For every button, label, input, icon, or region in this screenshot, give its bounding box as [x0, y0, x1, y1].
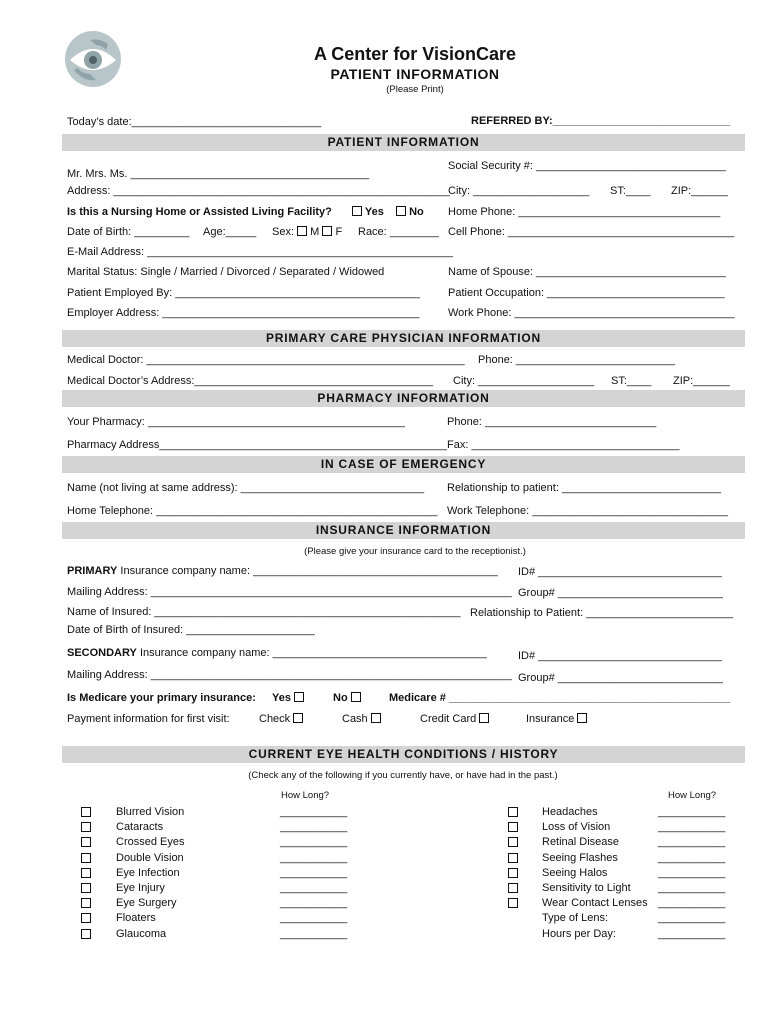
cell-phone-field[interactable]: Cell Phone: _____________________________________ — [448, 226, 735, 238]
emergency-name-field[interactable]: Name (not living at same address): ______________________________ — [67, 482, 425, 494]
condition-checkbox[interactable] — [81, 868, 91, 881]
todays-date-field[interactable]: Today’s date:_______________________________ — [67, 116, 322, 128]
condition-checkbox[interactable] — [81, 898, 91, 911]
condition-label: Seeing Flashes — [542, 851, 618, 864]
checkbox-icon[interactable] — [294, 692, 304, 702]
section-pharmacy-information: PHARMACY INFORMATION — [62, 390, 745, 407]
condition-checkbox[interactable] — [81, 929, 91, 942]
emergency-home-phone-field[interactable]: Home Telephone: ______________________________________________ — [67, 505, 438, 517]
how-long-field[interactable]: ___________ — [280, 927, 348, 940]
condition-label: Headaches — [542, 806, 598, 818]
yes-label: Yes — [272, 692, 291, 704]
checkbox-icon[interactable] — [81, 898, 91, 908]
pharmacy-address-field[interactable]: Pharmacy Address_______________________________________________ — [67, 439, 447, 451]
condition-label: Floaters — [116, 912, 156, 925]
insurance-note: (Please give your insurance card to the receptionist.) — [304, 546, 526, 557]
how-long-right-header: How Long? — [668, 790, 717, 801]
home-phone-field[interactable]: Home Phone: _________________________________ — [448, 206, 721, 218]
pay-insurance-option[interactable] — [526, 713, 587, 726]
credit-card-label: Credit Card — [420, 713, 477, 725]
condition-label: Seeing Halos — [542, 866, 608, 879]
condition-checkbox[interactable] — [508, 898, 518, 911]
dob-field[interactable]: Date of Birth: _________ — [67, 226, 190, 238]
insured-relationship-field[interactable]: Relationship to Patient: ________________________ — [470, 607, 734, 619]
checkbox-icon[interactable] — [508, 853, 518, 863]
checkbox-icon[interactable] — [81, 837, 91, 847]
condition-label: Hours per Day: — [542, 927, 616, 940]
pharmacy-fax-field[interactable]: Fax: __________________________________ — [447, 439, 680, 451]
checkbox-icon[interactable] — [297, 226, 307, 236]
doctor-state-field[interactable]: ST:____ — [611, 375, 652, 387]
checkbox-icon[interactable] — [508, 883, 518, 893]
condition-label: Double Vision — [116, 851, 184, 864]
how-long-left-header: How Long? — [281, 790, 330, 801]
checkbox-icon[interactable] — [479, 713, 489, 723]
section-patient-information: PATIENT INFORMATION — [62, 134, 745, 151]
medicare-no-option[interactable] — [333, 692, 361, 705]
state-field[interactable]: ST:____ — [610, 185, 651, 197]
checkbox-icon[interactable] — [81, 807, 91, 817]
employed-by-field[interactable]: Patient Employed By: ________________________________________ — [67, 287, 420, 299]
mailing-address-2-field[interactable]: Mailing Address: ___________________________________________________________ — [67, 669, 512, 681]
condition-label: Blurred Vision — [116, 806, 185, 818]
secondary-id-field[interactable]: ID# ______________________________ — [518, 650, 722, 662]
checkbox-icon[interactable] — [81, 853, 91, 863]
emergency-relationship-field[interactable]: Relationship to patient: __________________________ — [447, 482, 722, 494]
checkbox-icon[interactable] — [508, 807, 518, 817]
marital-status-field[interactable]: Marital Status: Single / Married / Divorced / Separated / Widowed — [67, 266, 385, 278]
email-field[interactable]: E-Mail Address: __________________________________________________ — [67, 246, 453, 258]
mailing-address-field[interactable]: Mailing Address: ___________________________________________________________ — [67, 586, 512, 598]
condition-checkbox[interactable] — [81, 822, 91, 835]
how-long-field[interactable]: ___________ — [280, 836, 348, 849]
checkbox-icon[interactable] — [352, 206, 362, 216]
secondary-insurance-field[interactable] — [67, 647, 487, 660]
referred-by-field[interactable]: REFERRED BY:_____________________________ — [471, 115, 731, 127]
insurance-label: Insurance — [526, 713, 575, 725]
checkbox-icon[interactable] — [81, 929, 91, 939]
checkbox-icon[interactable] — [577, 713, 587, 723]
secondary-company-label: Insurance company name: ___________________________________ — [139, 647, 487, 659]
checkbox-icon[interactable] — [81, 822, 91, 832]
address-field[interactable]: Address: _______________________________________________________ — [67, 185, 450, 197]
checkbox-icon[interactable] — [371, 713, 381, 723]
doctor-address-field[interactable]: Medical Doctor’s Address:_______________________________________ — [67, 375, 433, 387]
checkbox-icon[interactable] — [508, 822, 518, 832]
condition-checkbox[interactable] — [508, 853, 518, 866]
insured-name-field[interactable]: Name of Insured: __________________________________________________ — [67, 606, 461, 618]
sex-m-label: M — [310, 226, 320, 238]
eye-note: (Check any of the following if you currently have, or have had in the past.) — [248, 770, 558, 781]
no-label: No — [333, 692, 348, 704]
checkbox-icon[interactable] — [293, 713, 303, 723]
checkbox-icon[interactable] — [508, 868, 518, 878]
condition-label: Sensitivity to Light — [542, 882, 631, 894]
clinic-title: A Center for VisionCare — [313, 44, 517, 64]
medicare-yes-option[interactable] — [272, 692, 304, 705]
checkbox-icon[interactable] — [351, 692, 361, 702]
sex-field[interactable] — [272, 226, 342, 239]
medicare-question: Is Medicare your primary insurance: — [67, 692, 256, 704]
condition-label: Eye Injury — [116, 882, 165, 894]
section-physician-information: PRIMARY CARE PHYSICIAN INFORMATION — [62, 330, 745, 347]
how-long-field[interactable]: ___________ — [658, 806, 726, 818]
primary-insurance-field[interactable] — [67, 565, 498, 578]
condition-label: Eye Surgery — [116, 897, 177, 910]
emergency-work-phone-field[interactable]: Work Telephone: ________________________________ — [447, 505, 728, 517]
condition-checkbox[interactable] — [508, 807, 518, 820]
checkbox-icon[interactable] — [81, 868, 91, 878]
nursing-home-question: Is this a Nursing Home or Assisted Living Facility? — [67, 206, 332, 218]
pay-cash-option[interactable] — [342, 713, 381, 726]
pharmacy-name-field[interactable]: Your Pharmacy: __________________________________________ — [67, 416, 405, 428]
condition-label: Eye Infection — [116, 866, 180, 879]
pay-credit-option[interactable] — [420, 713, 489, 726]
checkbox-icon[interactable] — [396, 206, 406, 216]
doctor-city-field[interactable]: City: ___________________ — [453, 375, 595, 387]
how-long-field[interactable]: ___________ — [658, 866, 726, 879]
condition-label: Type of Lens: — [542, 912, 609, 925]
pay-check-option[interactable] — [259, 713, 303, 726]
checkbox-icon[interactable] — [322, 226, 332, 236]
check-label: Check — [259, 713, 291, 725]
cash-label: Cash — [342, 713, 368, 725]
medical-doctor-field[interactable]: Medical Doctor: ____________________________________________________ — [67, 354, 465, 366]
pharmacy-phone-field[interactable]: Phone: ____________________________ — [447, 416, 657, 428]
payment-label: Payment information for first visit: — [67, 713, 230, 725]
how-long-field[interactable]: ___________ — [280, 897, 348, 910]
how-long-field[interactable]: ___________ — [658, 927, 726, 940]
primary-label: PRIMARY — [67, 565, 118, 577]
employer-address-field[interactable]: Employer Address: __________________________________________ — [67, 307, 420, 319]
medicare-number-field[interactable]: Medicare # ______________________________________________ — [389, 692, 731, 704]
how-long-field[interactable]: ___________ — [280, 866, 348, 879]
patient-name-field[interactable]: Mr. Mrs. Ms. _______________________________________ — [67, 168, 370, 180]
how-long-field[interactable]: ___________ — [658, 897, 726, 910]
condition-label: Cataracts — [116, 821, 164, 834]
how-long-field[interactable]: ___________ — [658, 882, 726, 894]
condition-checkbox[interactable] — [81, 853, 91, 866]
condition-label: Wear Contact Lenses — [542, 897, 648, 910]
work-phone-field[interactable]: Work Phone: ____________________________________ — [448, 307, 735, 319]
print-note: (Please Print) — [386, 84, 444, 95]
secondary-label: SECONDARY — [67, 647, 137, 659]
yes-label: Yes — [364, 206, 384, 218]
group-2-field[interactable]: Group# ___________________________ — [518, 672, 723, 684]
condition-checkbox[interactable] — [508, 868, 518, 881]
primary-company-label: Insurance company name: ________________________________________ — [120, 565, 498, 577]
occupation-field[interactable]: Patient Occupation: _____________________________ — [448, 287, 725, 299]
condition-label: Loss of Vision — [542, 821, 611, 834]
how-long-field[interactable]: ___________ — [280, 912, 348, 925]
checkbox-icon[interactable] — [508, 837, 518, 847]
sex-f-label: F — [335, 226, 343, 238]
city-field[interactable]: City: ___________________ — [448, 185, 590, 197]
doctor-phone-field[interactable]: Phone: __________________________ — [478, 354, 675, 366]
checkbox-icon[interactable] — [81, 913, 91, 923]
race-field[interactable]: Race: ________ — [358, 226, 439, 238]
condition-label: Crossed Eyes — [116, 836, 185, 849]
condition-checkbox[interactable] — [81, 807, 91, 820]
checkbox-icon[interactable] — [508, 898, 518, 908]
doctor-zip-field[interactable]: ZIP:______ — [673, 375, 730, 387]
condition-checkbox[interactable] — [508, 837, 518, 850]
how-long-field[interactable]: ___________ — [280, 851, 348, 864]
how-long-field[interactable]: ___________ — [658, 851, 726, 864]
condition-checkbox[interactable] — [508, 822, 518, 835]
condition-label: Retinal Disease — [542, 836, 620, 849]
age-field[interactable]: Age:_____ — [203, 226, 257, 238]
spouse-name-field[interactable]: Name of Spouse: _______________________________ — [448, 266, 726, 278]
condition-checkbox[interactable] — [508, 883, 518, 896]
section-eye-health: CURRENT EYE HEALTH CONDITIONS / HISTORY — [62, 746, 745, 763]
insured-dob-field[interactable]: Date of Birth of Insured: _____________________ — [67, 624, 315, 636]
how-long-field[interactable]: ___________ — [280, 821, 348, 834]
how-long-field[interactable]: ___________ — [280, 806, 348, 818]
form-title: PATIENT INFORMATION — [330, 66, 500, 82]
no-label: No — [409, 206, 424, 218]
how-long-field[interactable]: ___________ — [658, 912, 726, 925]
nursing-yes-option[interactable] — [352, 206, 384, 219]
section-insurance-information: INSURANCE INFORMATION — [62, 522, 745, 539]
section-emergency: IN CASE OF EMERGENCY — [62, 456, 745, 473]
group-field[interactable]: Group# ___________________________ — [518, 587, 723, 599]
primary-id-field[interactable]: ID# ______________________________ — [518, 566, 722, 578]
condition-checkbox[interactable] — [81, 837, 91, 850]
condition-checkbox[interactable] — [81, 883, 91, 896]
checkbox-icon[interactable] — [81, 883, 91, 893]
ssn-field[interactable]: Social Security #: _______________________________ — [448, 160, 726, 172]
condition-checkbox[interactable] — [81, 913, 91, 926]
zip-field[interactable]: ZIP:______ — [671, 185, 728, 197]
how-long-field[interactable]: ___________ — [280, 882, 348, 894]
condition-label: Glaucoma — [116, 927, 167, 940]
how-long-field[interactable]: ___________ — [658, 821, 726, 834]
nursing-no-option[interactable] — [396, 206, 424, 219]
how-long-field[interactable]: ___________ — [658, 836, 726, 849]
sex-label: Sex: — [272, 226, 295, 238]
